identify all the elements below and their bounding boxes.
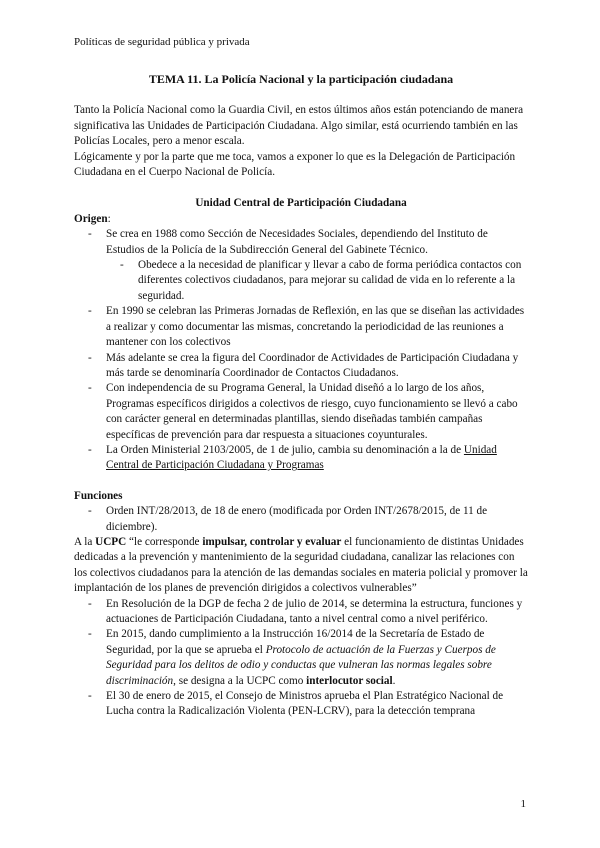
intro-paragraph-2: Lógicamente y por la parte que me toca, vamos a exponer lo que es la Delegación de Participación Ciudadana en el Cuerpo Nacional de Policía. xyxy=(74,150,516,179)
origen-list xyxy=(74,227,528,474)
list-item: - Con independencia de su Programa General, la Unidad diseñó a lo largo de los años, Programas específicos dirigidos a colectivos de riesgo, cuyo funcionamiento se llevó a cabo con carácter general en determinadas plantillas, siendo diseñadas también campañas específicas de prevención para dar respuesta a situaciones coyunturales. xyxy=(74,381,528,443)
document-title: TEMA 11. La Policía Nacional y la participación ciudadana xyxy=(148,72,454,86)
ucpc-paragraph: A la UCPC “le corresponde impulsar, controlar y evaluar el funcionamiento de distintas Unidades dedicadas a la prevención y mantenimiento de la seguridad ciudadana, canalizar las relaciones con los colectivos ciudadanos para la atención de las demandas sociales en materia policial y promover la implantación de los planes de prevención dirigidos a colectivos vulnerables” xyxy=(74,535,528,595)
list-item: - Se crea en 1988 como Sección de Necesidades Sociales, dependiendo del Instituto de Estudios de la Policía de la Subdirección General del Gabinete Técnico. - Obedece a la necesidad de planificar y llevar a cabo de forma periódica contactos con diferentes colectivos ciudadanos, para mejorar su calidad de vida en lo referente a la seguridad. xyxy=(74,227,528,304)
underlined-unit-name: Unidad Central de Participación Ciudadana y Programas xyxy=(106,443,497,472)
funciones-label: Funciones xyxy=(74,489,123,502)
section-title: Unidad Central de Participación Ciudadana xyxy=(195,197,407,210)
funciones-list-1 xyxy=(74,504,528,535)
document-body xyxy=(74,72,528,720)
list-item: - En 1990 se celebran las Primeras Jornadas de Reflexión, en las que se diseñan las actividades a realizar y como documentar las mismas, concretando la periodicidad de las reuniones a mantener con los colectivos xyxy=(74,304,528,350)
list-item: - Orden INT/28/2013, de 18 de enero (modificada por Orden INT/2678/2015, de 11 de diciembre). xyxy=(74,504,528,535)
intro-paragraph-1: Tanto la Policía Nacional como la Guardia Civil, en estos últimos años están potenciando de manera significativa las Unidades de Participación Ciudadana. Algo similar, está ocurriendo también en las Policías Locales, pero a menor escala. xyxy=(74,104,524,148)
running-header: Políticas de seguridad pública y privada xyxy=(74,36,250,48)
list-item: - Más adelante se crea la figura del Coordinador de Actividades de Participación Ciudadana y más tarde se denominaría Coordinador de Contactos Ciudadanos. xyxy=(74,351,528,382)
origen-label: Origen: xyxy=(74,212,111,225)
funciones-list-2 xyxy=(74,597,528,720)
list-item: - En 2015, dando cumplimiento a la Instrucción 16/2014 de la Secretaría de Estado de Seguridad, por la que se aprueba el Protocolo de actuación de la Fuerzas y Cuerpos de Seguridad para los delitos de odio y conductas que vulneran las normas legales sobre discriminación, se designa a la UCPC como interlocutor social. xyxy=(74,627,528,689)
list-item: - En Resolución de la DGP de fecha 2 de julio de 2014, se determina la estructura, funciones y actuaciones de Participación Ciudadana, tanto a nivel central como a nivel periférico. xyxy=(74,597,528,628)
sub-list xyxy=(106,258,528,304)
page-number: 1 xyxy=(520,798,526,810)
list-item: - La Orden Ministerial 2103/2005, de 1 de julio, cambia su denominación a la de Unidad Central de Participación Ciudadana y Programas xyxy=(74,443,528,474)
sub-list-item: - Obedece a la necesidad de planificar y llevar a cabo de forma periódica contactos con diferentes colectivos ciudadanos, para mejorar su calidad de vida en lo referente a la seguridad. xyxy=(106,258,528,304)
list-item: - El 30 de enero de 2015, el Consejo de Ministros aprueba el Plan Estratégico Nacional de Lucha contra la Radicalización Violenta (PEN-LCRV), para la detección temprana xyxy=(74,689,528,720)
